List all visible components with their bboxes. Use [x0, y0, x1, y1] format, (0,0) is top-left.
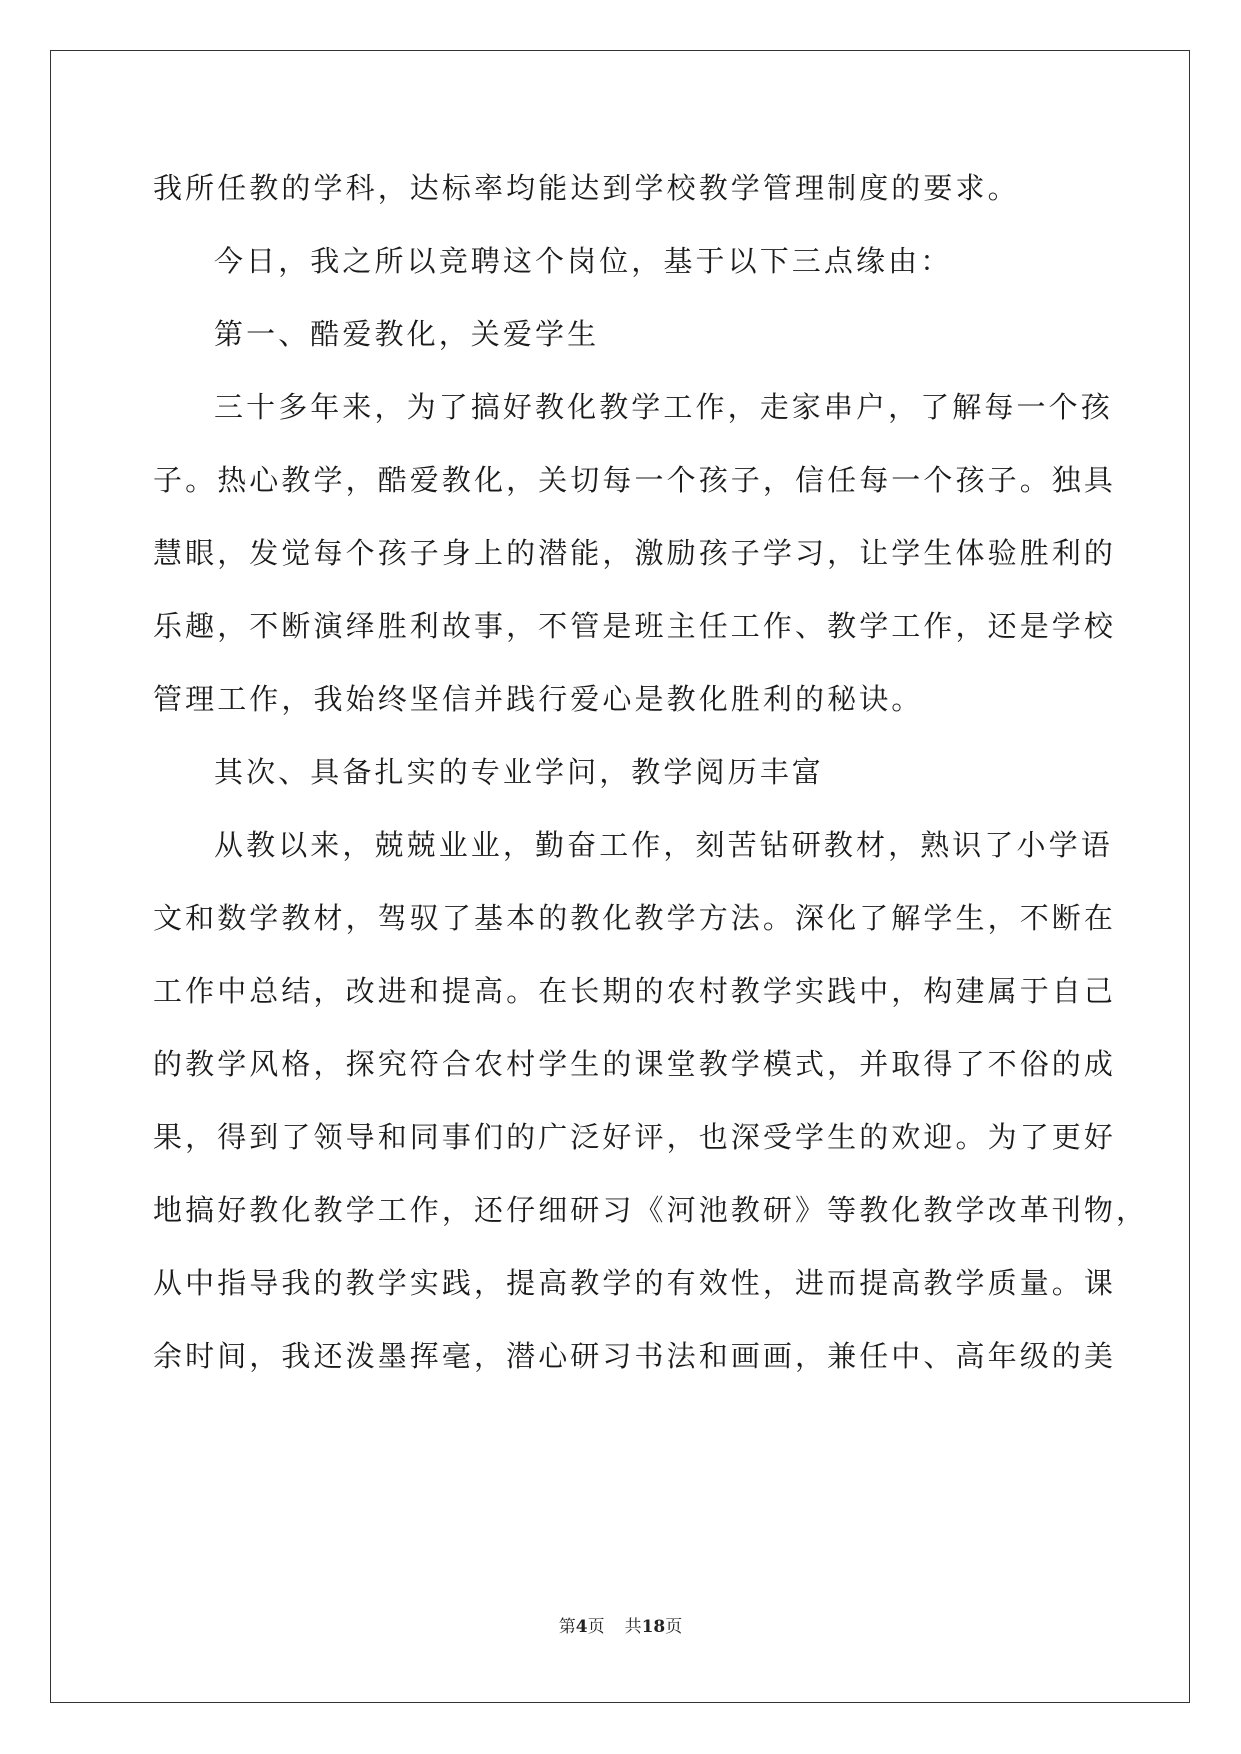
text-line: 地搞好教化教学工作，还仔细研习《河池教研》等教化教学改革刊物，	[153, 1193, 1149, 1227]
text-line: 余时间，我还泼墨挥毫，潜心研习书法和画画，兼任中、高年级的美	[153, 1339, 1117, 1373]
text-line: 子。热心教学，酷爱教化，关切每一个孩子，信任每一个孩子。独具	[153, 463, 1117, 497]
section-heading: 其次、具备扎实的专业学问，教学阅历丰富	[214, 755, 824, 789]
total-prefix: 共	[624, 1617, 642, 1637]
page-border	[50, 50, 1190, 1703]
page-footer	[0, 1612, 1241, 1637]
text-line: 我所任教的学科，达标率均能达到学校教学管理制度的要求。	[153, 171, 1020, 205]
text-line: 从中指导我的教学实践，提高教学的有效性，进而提高教学质量。课	[153, 1266, 1117, 1300]
text-line: 从教以来，兢兢业业，勤奋工作，刻苦钻研教材，熟识了小学语	[214, 828, 1113, 862]
page-suffix: 页	[587, 1617, 605, 1637]
page-prefix: 第	[558, 1617, 576, 1637]
text-line: 慧眼，发觉每个孩子身上的潜能，激励孩子学习，让学生体验胜利的	[153, 536, 1117, 570]
text-line: 文和数学教材，驾驭了基本的教化教学方法。深化了解学生，不断在	[153, 901, 1117, 935]
total-suffix: 页	[665, 1617, 683, 1637]
text-line: 今日，我之所以竞聘这个岗位，基于以下三点缘由：	[214, 244, 953, 278]
text-line: 果，得到了领导和同事们的广泛好评，也深受学生的欢迎。为了更好	[153, 1120, 1117, 1154]
section-heading: 第一、酷爱教化，关爱学生	[214, 317, 600, 351]
text-line: 管理工作，我始终坚信并践行爱心是教化胜利的秘诀。	[153, 682, 924, 716]
text-line: 乐趣，不断演绎胜利故事，不管是班主任工作、教学工作，还是学校	[153, 609, 1117, 643]
text-line: 的教学风格，探究符合农村学生的课堂教学模式，并取得了不俗的成	[153, 1047, 1117, 1081]
text-line: 工作中总结，改进和提高。在长期的农村教学实践中，构建属于自己	[153, 974, 1117, 1008]
total-pages: 18	[641, 1617, 666, 1637]
page-number: 4	[575, 1617, 588, 1637]
text-line: 三十多年来，为了搞好教化教学工作，走家串户，了解每一个孩	[214, 390, 1113, 424]
